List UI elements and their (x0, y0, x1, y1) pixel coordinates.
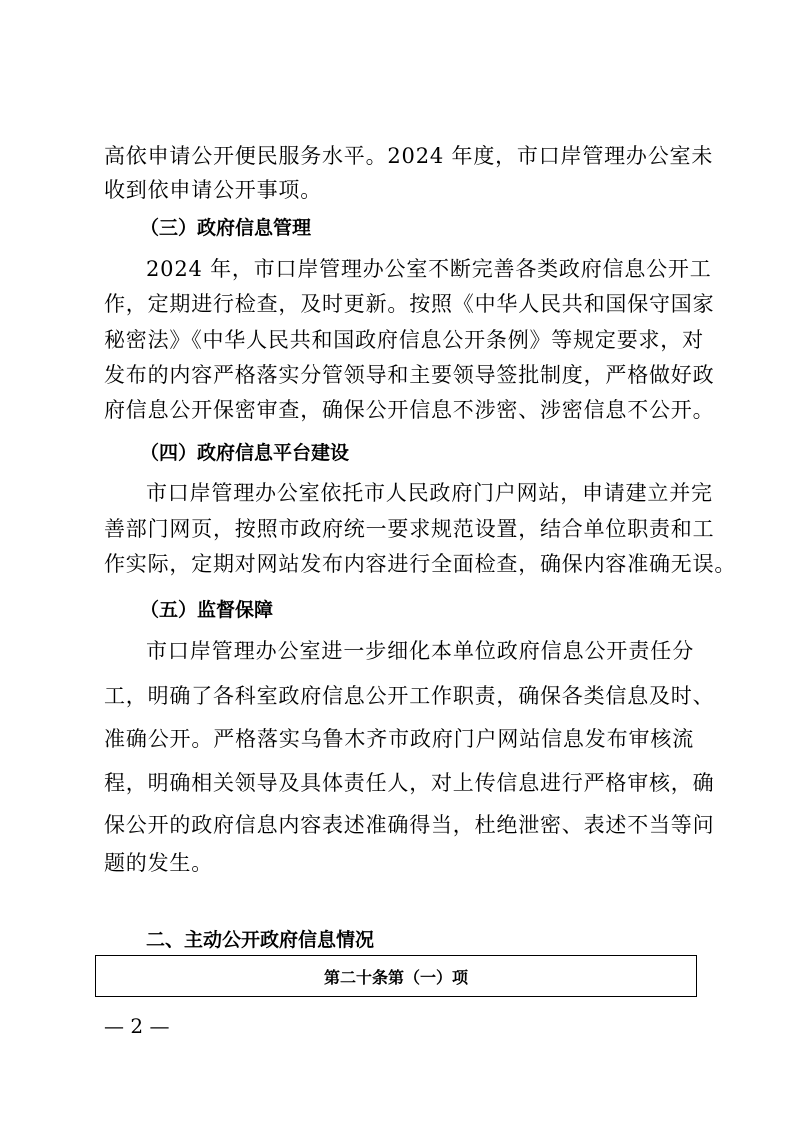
section-heading-5: （五）监督保障 (140, 599, 274, 621)
disclosure-table (95, 955, 697, 997)
section-heading-4: （四）政府信息平台建设 (140, 442, 350, 464)
page-number: — 2 — (104, 1014, 170, 1038)
paragraph-line: 作，定期进行检查，及时更新。按照《中华人民共和国保守国家 (104, 292, 715, 316)
paragraph-line: 准确公开。严格落实乌鲁木齐市政府门户网站信息发布审核流 (104, 727, 694, 751)
paragraph-line: 市口岸管理办公室依托市人民政府门户网站，申请建立并完 (146, 481, 713, 505)
section-heading-3: （三）政府信息管理 (140, 217, 312, 239)
section-heading-2: 二、主动公开政府信息情况 (146, 929, 375, 951)
paragraph-line: 收到依申请公开事项。 (104, 178, 322, 202)
paragraph-line: 程，明确相关领导及具体责任人，对上传信息进行严格审核，确 (104, 771, 715, 795)
paragraph-line: 发布的内容严格落实分管领导和主要领导签批制度，严格做好政 (104, 363, 715, 387)
paragraph-line: 善部门网页，按照市政府统一要求规范设置，结合单位职责和工 (104, 517, 715, 541)
paragraph-line: 府信息公开保密审查，确保公开信息不涉密、涉密信息不公开。 (104, 398, 715, 422)
table-header-cell: 第二十条第（一）项 (323, 967, 468, 987)
paragraph-line: 2024 年，市口岸管理办公室不断完善各类政府信息公开工 (146, 257, 712, 281)
paragraph-line: 市口岸管理办公室进一步细化本单位政府信息公开责任分 (146, 639, 694, 663)
paragraph-line: 高依申请公开便民服务水平。2024 年度，市口岸管理办公室未 (104, 144, 714, 168)
paragraph-line: 工，明确了各科室政府信息公开工作职责，确保各类信息及时、 (104, 684, 715, 708)
paragraph-line: 秘密法》《中华人民共和国政府信息公开条例》等规定要求，对 (104, 328, 704, 352)
paragraph-line: 作实际，定期对网站发布内容进行全面检查，确保内容准确无误。 (104, 552, 737, 576)
paragraph-line: 题的发生。 (104, 851, 213, 875)
paragraph-line: 保公开的政府信息内容表述准确得当，杜绝泄密、表述不当等问 (104, 813, 715, 837)
